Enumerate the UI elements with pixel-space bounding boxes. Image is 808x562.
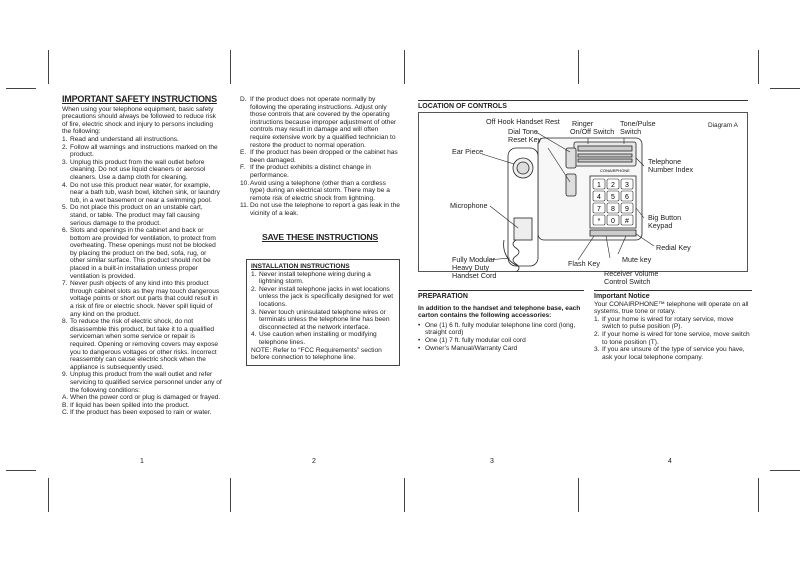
list-item-number: 6. [62, 227, 68, 235]
page-2-column [240, 96, 400, 366]
accessory-item [418, 345, 584, 353]
list-item-number: 7. [62, 280, 68, 288]
list-item-number: B. [62, 401, 69, 409]
list-item-number: 2. [594, 330, 600, 338]
list-item [62, 409, 222, 417]
crop-mark [770, 470, 800, 471]
list-item-number: 3. [594, 346, 600, 354]
list-item-number: 11. [240, 202, 249, 210]
list-item-number: 5. [62, 204, 68, 212]
list-item-text: If the product does not operate normally by following the operating instructions. Adjust only those controls that are covered by the operating instructions because improper adjustment of other controls may result in damage and will often require extensive work by a qualified technician to restore the product to normal operation. [250, 96, 397, 149]
safety-intro: When using your telephone equipment, basic safety precautions should always be followed to reduce risk of fire, electric shock and injury to persons including the following: [62, 105, 216, 136]
crop-mark [578, 50, 579, 84]
list-item-text: Follow all warnings and instructions marked on the product. [70, 143, 218, 159]
list-item-text: If the product exhibits a distinct change in performance. [250, 164, 371, 179]
list-item [594, 331, 752, 346]
list-item-number: 2. [251, 285, 257, 293]
label-ringer: Ringer [572, 119, 594, 128]
list-item-number: 3. [62, 158, 68, 166]
list-item [62, 136, 222, 144]
keypad-key-label: 2 [611, 182, 615, 189]
location-of-controls-title-wrap [418, 100, 748, 111]
crop-mark [770, 88, 800, 89]
safety-list-continued [240, 96, 400, 218]
label-cord: Fully Modular [452, 255, 496, 264]
accessory-text: One (1) 6 ft. fully modular telephone line cord (long, straight cord) [425, 321, 576, 337]
list-item-number: F. [240, 164, 246, 172]
bullet-icon: • [418, 336, 421, 344]
list-item-number: 4. [62, 181, 68, 189]
list-item-number: 1. [594, 315, 600, 323]
label-cord-2: Heavy Duty [452, 263, 490, 272]
list-item-text: If your home is wired for tone service, move switch to tone position (T). [602, 330, 750, 346]
crop-mark [6, 470, 36, 471]
list-item-text: Use caution when installing or modifying telephone lines. [259, 331, 377, 347]
label-volume-2: Control Switch [604, 277, 651, 286]
list-item [62, 182, 222, 205]
keypad-key-label: 6 [625, 194, 629, 201]
list-item [240, 149, 400, 164]
list-item [240, 180, 400, 203]
list-item-text: Never install telephone jacks in wet locations unless the jack is specifically designed for wet locations. [259, 285, 394, 309]
notice-list [594, 316, 752, 362]
list-item-number: E. [240, 149, 247, 157]
list-item [62, 159, 222, 182]
label-telephone-index-2: Number Index [648, 165, 694, 174]
accessory-text: One (1) 7 ft. fully modular coil cord [425, 336, 526, 344]
keypad-key-label: 7 [597, 206, 601, 213]
location-title: LOCATION OF CONTROLS [418, 103, 507, 110]
list-item-text: Do not use this product near water, for example, near a bath tub, wash bowl, kitchen sink, or laundry tub, in a wet basement or near a swimming pool. [70, 181, 220, 204]
label-tone-pulse-2: Switch [620, 127, 642, 136]
list-item [240, 164, 400, 179]
installation-title: INSTALLATION INSTRUCTIONS [251, 263, 350, 271]
crop-mark [578, 478, 579, 512]
page-number: 3 [490, 458, 494, 465]
list-item-text: If your home is wired for rotary service, move switch to pulse position (P). [602, 315, 734, 331]
page-number: 2 [312, 458, 316, 465]
installation-box [246, 259, 400, 366]
list-item [240, 202, 400, 217]
list-item [62, 144, 222, 159]
label-dial-tone-2: Reset Key [508, 135, 542, 144]
keypad-key-label: 9 [625, 206, 629, 213]
list-item-text: If the product has been dropped or the cabinet has been damaged. [250, 149, 398, 164]
list-item-text: Never push objects of any kind into this product through cabinet slots as they may touch dangerous voltage points or short out parts that could result in a risk of fire or electric shock. Never spill liquid of any kind on the product. [70, 280, 220, 318]
accessory-text: Owner’s Manual/Warranty Card [425, 344, 518, 352]
list-item-number: 1. [251, 270, 257, 278]
crop-mark [758, 50, 759, 84]
list-item [251, 331, 395, 346]
crop-mark [230, 478, 231, 512]
bullet-icon: • [418, 344, 421, 352]
list-item-number: 3. [251, 308, 257, 316]
label-ringer-2: On/Off Switch [570, 127, 615, 136]
list-item-text: If you are unsure of the type of service you have, ask your local telephone company. [602, 346, 745, 361]
list-item-number: C. [62, 409, 69, 417]
list-item-text: Unplug this product from the wall outlet and refer servicing to qualified service personnel under any of the following conditions: [70, 371, 222, 394]
list-item-number: 10. [240, 179, 250, 187]
notice-title: Important Notice [594, 293, 650, 300]
installation-list [251, 271, 395, 347]
crop-mark [48, 50, 49, 84]
list-item [251, 309, 395, 332]
diagram-label: Diagram A [708, 122, 738, 129]
list-item [62, 204, 222, 227]
keypad-key-label: 0 [611, 218, 615, 225]
list-item [240, 96, 400, 149]
list-item-number: 2. [62, 143, 68, 151]
keypad-key-label: # [625, 218, 629, 225]
label-microphone: Microphone [450, 201, 488, 210]
label-big-button: Big Button [648, 213, 682, 222]
list-item-text: To reduce the risk of electric shock, do not disassemble this product, but take it to a qualified serviceman when some service or repair is required. Opening or removing covers may expose you to dangerous voltages or other risks. Incorrect reassembly can cause electric shock when the appliance is subsequently used. [70, 318, 219, 371]
list-item-text: Slots and openings in the cabinet and back or bottom are provided for ventilation, to protect from overheating. These openings must not be blocked by placing the product on the bed, sofa, rug, or other similar surface. This product should not be placed in a built-in installation unless proper ventilation is provided. [70, 227, 216, 280]
list-item-text: Unplug this product from the wall outlet before cleaning. Do not use liquid cleaners or aerosol cleaners. Use a damp cloth for cleaning. [70, 158, 206, 181]
label-cord-3: Handset Cord [452, 271, 497, 280]
label-telephone-index: Telephone [648, 157, 682, 166]
list-item [594, 316, 752, 331]
label-redial: Redial Key [656, 243, 691, 252]
list-item-number: 1. [62, 135, 68, 143]
crop-mark [48, 478, 49, 512]
phone-brand: CONAIRPHONE [600, 168, 630, 173]
list-item [251, 271, 395, 286]
bullet-icon: • [418, 321, 421, 329]
keypad-key-label: 5 [611, 194, 615, 201]
page-1-column [62, 96, 222, 417]
list-item [62, 227, 222, 280]
list-item-text: Do not place this product on an unstable cart, stand, or table. The product may fall causing serious damage to the product. [70, 204, 203, 227]
installation-note: NOTE: Refer to “FCC Requirements” section before connection to telephone line. [251, 346, 382, 362]
keypad-key-label: 4 [597, 194, 601, 201]
label-ear-piece: Ear Piece [452, 147, 484, 156]
list-item-text: Never touch uninsulated telephone wires or terminals unless the telephone line has been disconnected at the network interface. [259, 308, 390, 331]
list-item-text: If liquid has been spilled into the product. [70, 401, 190, 409]
label-mute: Mute key [622, 255, 652, 264]
notice-intro: Your CONAIRPHONE™ telephone will operate on all systems, true tone or rotary. [594, 300, 749, 316]
list-item-number: 9. [62, 371, 68, 379]
accessories-list [418, 322, 584, 352]
list-item-text: Read and understand all instructions. [70, 135, 179, 143]
list-item [62, 402, 222, 410]
list-item-number: D. [240, 96, 247, 103]
page-number: 1 [140, 458, 144, 465]
list-item [251, 286, 395, 309]
keypad-key-label: * [597, 218, 601, 225]
list-item [62, 318, 222, 371]
list-item-text: Do not use the telephone to report a gas leak in the vicinity of a leak. [250, 202, 400, 217]
list-item-text: When the power cord or plug is damaged or frayed. [70, 394, 221, 402]
label-off-hook-rest: Off Hook Handset Rest [486, 117, 560, 126]
list-item [62, 280, 222, 318]
accessory-item [418, 337, 584, 345]
safety-title: IMPORTANT SAFETY INSTRUCTIONS [62, 94, 217, 104]
label-dial-tone: Dial Tone [508, 127, 538, 136]
page-4-column [594, 290, 752, 361]
list-item-text: If the product has been exposed to rain or water. [70, 409, 212, 417]
keypad-key-label: 8 [611, 206, 615, 213]
accessory-item [418, 322, 584, 337]
list-item-number: A. [62, 394, 69, 402]
list-item-number: 8. [62, 318, 68, 326]
label-volume: Receiver Volume [604, 269, 659, 278]
list-item-text: Avoid using a telephone (other than a cordless type) during an electrical storm. There may be a remote risk of electric shock from lightning. [250, 179, 390, 202]
crop-mark [230, 50, 231, 84]
crop-mark [404, 478, 405, 512]
list-item [62, 394, 222, 402]
keypad-key-label: 1 [597, 182, 601, 189]
safety-list [62, 136, 222, 417]
label-flash: Flash Key [568, 259, 600, 268]
preparation-title: PREPARATION [418, 293, 468, 300]
save-instructions-heading: SAVE THESE INSTRUCTIONS [261, 231, 379, 242]
keypad-key-label: 3 [625, 182, 629, 189]
page-number: 4 [668, 458, 672, 465]
list-item [594, 346, 752, 361]
list-item-text: Never install telephone wiring during a lightning storm. [259, 270, 371, 286]
preparation-intro: In addition to the handset and telephone base, each carton contains the following accessories: [418, 304, 581, 320]
page-3-column [418, 290, 584, 352]
label-big-button-2: Keypad [648, 221, 673, 230]
label-tone-pulse: Tone/Pulse [620, 119, 656, 128]
list-item [62, 371, 222, 394]
crop-mark [758, 478, 759, 512]
crop-mark [6, 88, 36, 89]
crop-mark [404, 50, 405, 84]
list-item-number: 4. [251, 331, 257, 339]
